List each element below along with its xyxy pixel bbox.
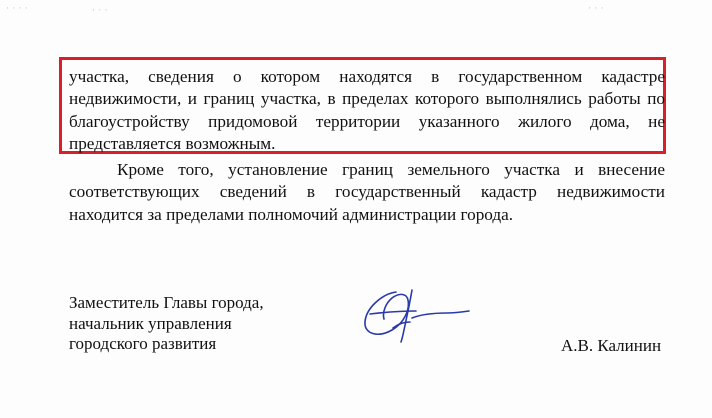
signer-name: А.В. Калинин <box>561 336 662 355</box>
paragraph-line: участка, сведения о котором находятся в государственном кадастре <box>69 67 665 86</box>
paragraph-line: находится за пределами полномочий администрации города. <box>69 204 514 224</box>
position-line: городского развития <box>69 334 217 353</box>
paragraph-line: представляется возможным. <box>69 134 276 154</box>
position-line: Заместитель Главы города, <box>69 293 264 312</box>
signatory-position <box>69 293 264 355</box>
highlighted-paragraph <box>69 66 665 156</box>
paragraph-line: Кроме того, установление границ земельного участка и внесение <box>117 160 665 179</box>
scan-mark: · · · <box>588 3 604 13</box>
paragraph-line: благоустройству придомовой территории указанного жилого дома, не <box>69 111 665 131</box>
handwritten-signature <box>352 284 472 348</box>
paragraph-line: соответствующих сведений в государственный кадастр недвижимости <box>69 182 665 202</box>
position-line: начальник управления <box>69 313 232 333</box>
paragraph-line: недвижимости, и границ участка, в пределах которого выполнялись работы по <box>69 89 665 109</box>
paragraph-two <box>69 159 665 226</box>
scan-mark: · · · <box>92 5 108 15</box>
scan-mark: · · · · <box>6 3 29 13</box>
